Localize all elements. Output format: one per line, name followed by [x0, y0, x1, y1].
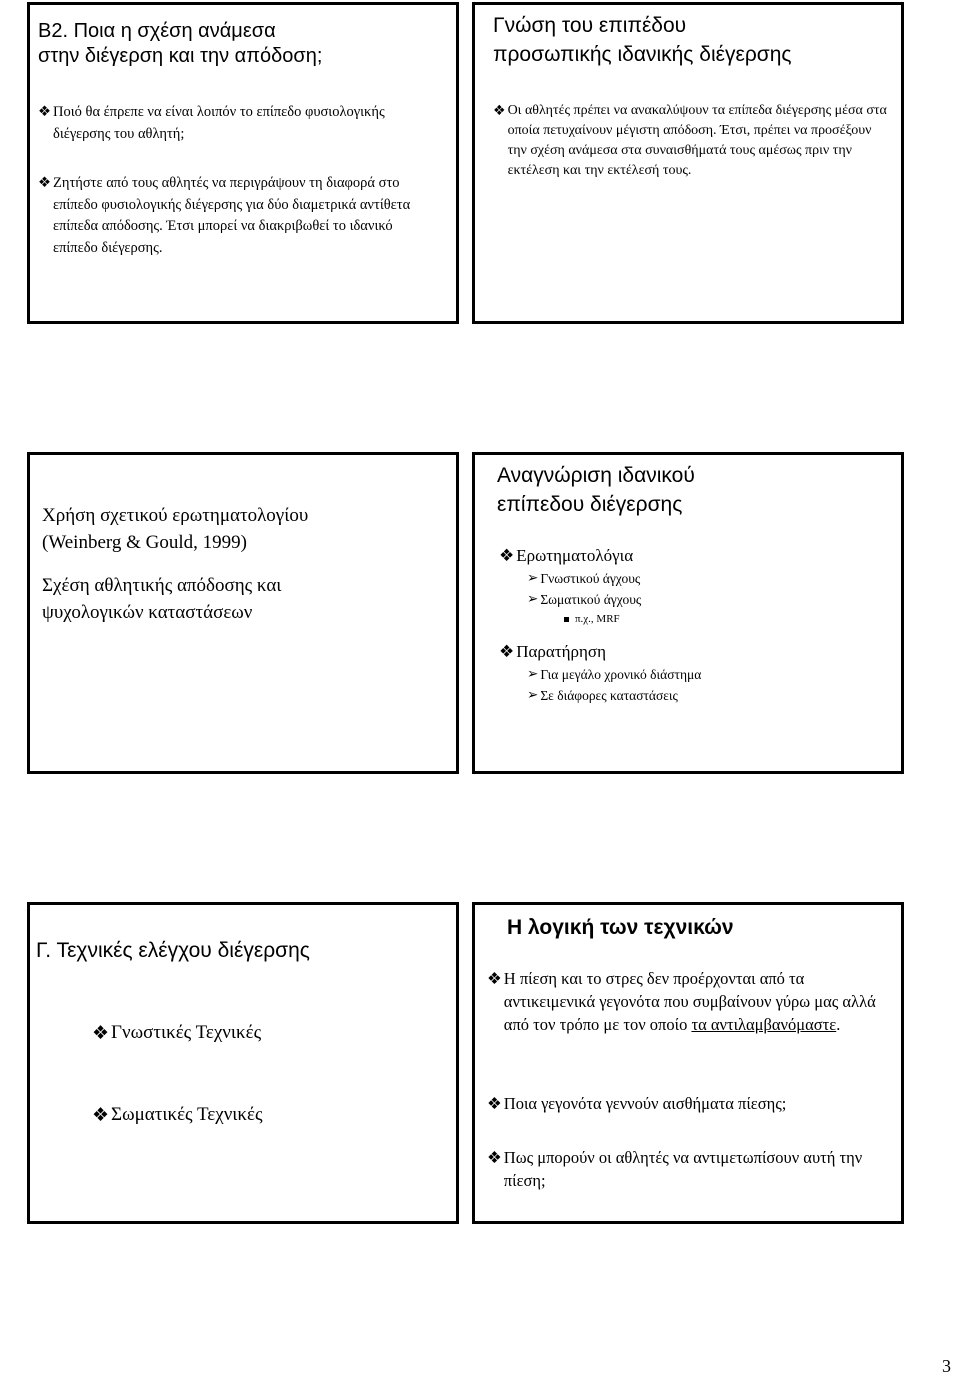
- slide-6-bullet-1: ❖ Η πίεση και το στρες δεν προέρχονται από τα αντικειμενικά γεγονότα που συμβαίνουν γύρω μας αλλά από τον τρόπο με τον οποίο τα αντιλαμβανόμαστε.: [487, 969, 876, 1034]
- slide-6-bullet-2: ❖ Ποια γεγονότα γεννούν αισθήματα πίεσης;: [487, 1094, 787, 1113]
- diamond-bullet-icon: ❖: [499, 546, 515, 566]
- slide-4-sub-4: ➢ Σε διάφορες καταστάσεις: [527, 685, 894, 706]
- slide-5-title: Γ. Τεχνικές ελέγχου διέγερσης: [36, 939, 310, 962]
- diamond-bullet-icon: ❖: [38, 104, 51, 120]
- slide-1-title: Β2. Ποια η σχέση ανάμεσα στην διέγερση και την απόδοση;: [38, 20, 323, 67]
- slide-2-bullet-1: ❖ Οι αθλητές πρέπει να ανακαλύψουν τα επίπεδα διέγερσης μέσα στα οποία πετυχαίνουν μέγιστη απόδοση. Έτσι, πρέπει να προσέξουν την σχέση ανάμεσα στα συναισθήματά τους αμέσως πριν την εκτέλεση και την εκτέλεσή τους.: [493, 103, 887, 178]
- diamond-bullet-icon: ❖: [92, 1022, 110, 1044]
- square-bullet-icon: [564, 617, 569, 622]
- slide-4-sub-3: ➢ Για μεγάλο χρονικό διάστημα: [527, 664, 894, 685]
- diamond-bullet-icon: ❖: [38, 175, 51, 191]
- slide-4: [472, 452, 904, 774]
- slide-4-subsub-1: π.χ., MRF: [564, 610, 894, 628]
- slide-4-title: Αναγνώριση ιδανικού επίπεδου διέγερσης: [497, 464, 695, 516]
- slide-2-title: Γνώση του επιπέδου προσωπικής ιδανικής διέγερσης: [493, 14, 792, 66]
- slide-5: [27, 902, 459, 1224]
- diamond-bullet-icon: ❖: [499, 642, 515, 662]
- diamond-bullet-icon: ❖: [487, 1094, 502, 1113]
- diamond-bullet-icon: ❖: [487, 1148, 502, 1167]
- slide-5-bullet-1: ❖ Γνωστικές Τεχνικές: [92, 1022, 262, 1044]
- slide-4-bullet-2: ❖ Παρατήρηση: [499, 642, 606, 662]
- diamond-bullet-icon: ❖: [493, 103, 506, 119]
- arrow-bullet-icon: ➢: [527, 687, 539, 703]
- slide-6-bullet-3: ❖ Πως μπορούν οι αθλητές να αντιμετωπίσουν αυτή την πίεση;: [487, 1148, 863, 1190]
- slide-1-bullet-1: ❖ Ποιό θα έπρεπε να είναι λοιπόν το επίπεδο φυσιολογικής διέγερσης του αθλητή;: [38, 101, 438, 145]
- underlined-phrase: τα αντιλαμβανόμαστε: [691, 1015, 837, 1034]
- slide-5-bullet-2: ❖ Σωματικές Τεχνικές: [92, 1104, 263, 1126]
- slide-4-bullet-1: ❖ Ερωτηματολόγια: [499, 546, 634, 566]
- slide-1: [27, 2, 459, 324]
- slide-1-bullet-2: ❖ Ζητήστε από τους αθλητές να περιγράψουν τη διαφορά στο επίπεδο φυσιολογικής διέγερσης για δύο διαμετρικά αντίθετα επίπεδα απόδοσης. Έτσι μπορεί να διακριβωθεί το ιδανικό επίπεδο διέγερσης.: [38, 175, 411, 256]
- page-number: 3: [942, 1356, 951, 1376]
- slide-3-text: Χρήση σχετικού ερωτηματολογίου (Weinberg & Gould, 1999) Σχέση αθλητικής απόδοσης και ψυχολογικών καταστάσεων: [42, 505, 309, 623]
- slide-4-sub-1: ➢ Γνωστικού άγχους: [527, 568, 894, 589]
- slide-6: [472, 902, 904, 1224]
- arrow-bullet-icon: ➢: [527, 570, 539, 586]
- slide-6-title: Η λογική των τεχνικών: [507, 916, 734, 939]
- slide-2: [472, 2, 904, 324]
- diamond-bullet-icon: ❖: [92, 1104, 110, 1126]
- slide-4-sub-2: ➢ Σωματικού άγχους: [527, 589, 894, 610]
- slide-4-body: [499, 544, 894, 706]
- arrow-bullet-icon: ➢: [527, 666, 539, 682]
- slide-3: [27, 452, 459, 774]
- arrow-bullet-icon: ➢: [527, 591, 539, 607]
- diamond-bullet-icon: ❖: [487, 969, 502, 988]
